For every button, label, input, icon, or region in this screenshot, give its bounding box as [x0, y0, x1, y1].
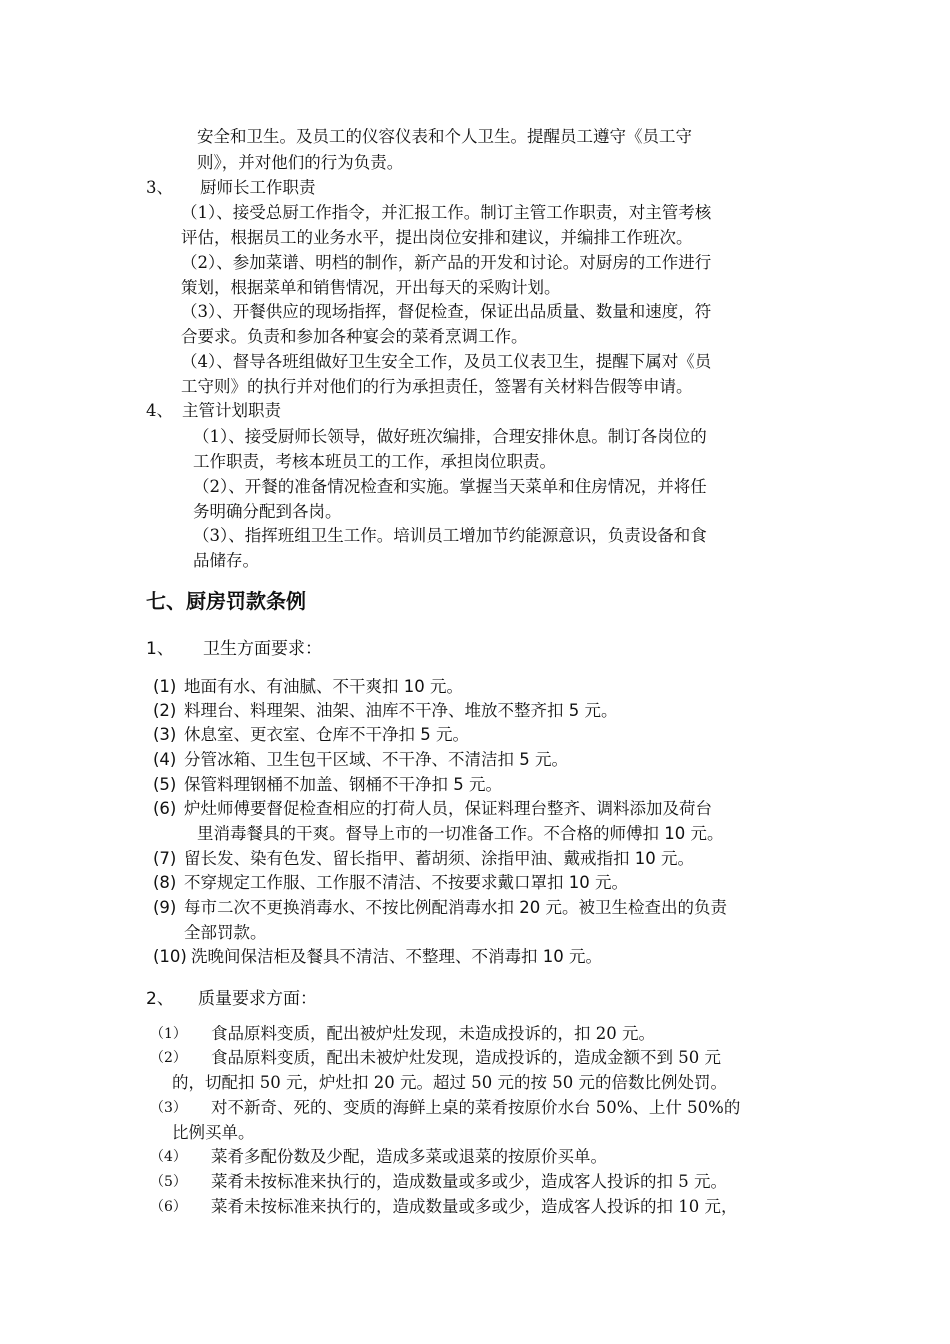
rule-text: 休息室、更衣室、仓库不干净扣 5 元。 [184, 725, 469, 744]
rule-text: 炉灶师傅要督促检查相应的打荷人员，保证料理台整齐、调料添加及荷台 [184, 799, 712, 818]
rule-number: （5） [150, 1174, 187, 1190]
rule-number: (4) [153, 750, 177, 769]
rule-number: (9) [153, 898, 177, 917]
rule-text: 菜肴未按标准来执行的，造成数量或多或少，造成客人投诉的扣 10 元， [211, 1197, 738, 1216]
rule-text: 菜肴未按标准来执行的，造成数量或多或少，造成客人投诉的扣 5 元。 [211, 1172, 727, 1191]
rule-text: 留长发、染有色发、留长指甲、蓄胡须、涂指甲油、戴戒指扣 10 元。 [184, 849, 694, 868]
rule-number: （4） [150, 1149, 187, 1165]
rule-text-continued: 全部罚款。 [184, 923, 267, 942]
rule-text-continued: 比例买单。 [172, 1123, 255, 1142]
list-item-line: 合要求。负责和参加各种宴会的菜肴烹调工作。 [181, 327, 528, 346]
rule-number: (7) [153, 849, 177, 868]
rule-number: (10) [153, 947, 187, 966]
rule-number: （1） [150, 1026, 187, 1042]
list-item-line: （3）、开餐供应的现场指挥，督促检查，保证出品质量、数量和速度，符 [181, 302, 712, 321]
rule-number: (2) [153, 701, 177, 720]
section-number: 3、 [146, 178, 173, 197]
subsection-number: 2、 [146, 989, 174, 1009]
rule-text: 对不新奇、死的、变质的海鲜上桌的菜肴按原价水台 50%、上什 50%的 [211, 1098, 741, 1117]
section-heading: 七、厨房罚款条例 [146, 589, 306, 613]
section-title: 主管计划职责 [182, 401, 281, 420]
rule-text-continued: 的，切配扣 50 元，炉灶扣 20 元。超过 50 元的按 50 元的倍数比例处罚。 [172, 1073, 727, 1092]
list-item-line: 工作职责，考核本班员工的工作，承担岗位职责。 [193, 452, 556, 471]
rule-number: (3) [153, 725, 177, 744]
list-item-line: （1）、接受总厨工作指令，并汇报工作。制订主管工作职责，对主管考核 [181, 203, 712, 222]
paragraph-line: 安全和卫生。及员工的仪容仪表和个人卫生。提醒员工遵守《员工守 [197, 127, 692, 146]
rule-text: 食品原料变质，配出被炉灶发现，未造成投诉的，扣 20 元。 [211, 1024, 655, 1043]
paragraph-line: 则》，并对他们的行为负责。 [197, 153, 404, 172]
list-item-line: （1）、接受厨师长领导，做好班次编排，合理安排休息。制订各岗位的 [193, 427, 707, 446]
rule-number: (1) [153, 677, 177, 696]
list-item-line: 务明确分配到各岗。 [193, 502, 342, 521]
list-item-line: 品储存。 [193, 551, 259, 570]
rule-number: （3） [150, 1100, 187, 1116]
rule-number: (5) [153, 775, 177, 794]
rule-text-continued: 里消毒餐具的干爽。督导上市的一切准备工作。不合格的师傅扣 10 元。 [197, 824, 724, 843]
rule-number: (8) [153, 873, 177, 892]
list-item-line: 策划，根据菜单和销售情况，开出每天的采购计划。 [181, 278, 561, 297]
subsection-number: 1、 [146, 639, 174, 659]
rule-text: 不穿规定工作服、工作服不清洁、不按要求戴口罩扣 10 元。 [184, 873, 628, 892]
subsection-title: 卫生方面要求： [203, 639, 322, 659]
rule-number: （2） [150, 1050, 187, 1066]
list-item-line: 工守则》的执行并对他们的行为承担责任，签署有关材料告假等申请。 [181, 377, 693, 396]
rule-number: (6) [153, 799, 177, 818]
rule-text: 每市二次不更换消毒水、不按比例配消毒水扣 20 元。被卫生检查出的负责 [184, 898, 727, 917]
rule-text: 食品原料变质，配出未被炉灶发现，造成投诉的，造成金额不到 50 元 [211, 1048, 721, 1067]
list-item-line: （2）、参加菜谱、明档的制作，新产品的开发和讨论。对厨房的工作进行 [181, 253, 712, 272]
rule-text: 保管料理钢桶不加盖、钢桶不干净扣 5 元。 [184, 775, 502, 794]
rule-text: 料理台、料理架、油架、油库不干净、堆放不整齐扣 5 元。 [184, 701, 618, 720]
rule-text: 分管冰箱、卫生包干区域、不干净、不清洁扣 5 元。 [184, 750, 568, 769]
rule-text: 洗晚间保洁柜及餐具不清洁、不整理、不消毒扣 10 元。 [191, 947, 602, 966]
list-item-line: （2）、开餐的准备情况检查和实施。掌握当天菜单和住房情况，并将任 [193, 477, 707, 496]
subsection-title: 质量要求方面： [198, 989, 317, 1009]
list-item-line: （4）、督导各班组做好卫生安全工作，及员工仪表卫生，提醒下属对《员 [181, 352, 712, 371]
rule-text: 菜肴多配份数及少配，造成多菜或退菜的按原价买单。 [211, 1147, 607, 1166]
list-item-line: （3）、指挥班组卫生工作。培训员工增加节约能源意识，负责设备和食 [193, 526, 707, 545]
section-number: 4、 [146, 401, 173, 420]
section-title: 厨师长工作职责 [200, 178, 316, 197]
list-item-line: 评估，根据员工的业务水平，提出岗位安排和建议，并编排工作班次。 [181, 228, 693, 247]
rule-text: 地面有水、有油腻、不干爽扣 10 元。 [184, 677, 463, 696]
rule-number: （6） [150, 1199, 187, 1215]
